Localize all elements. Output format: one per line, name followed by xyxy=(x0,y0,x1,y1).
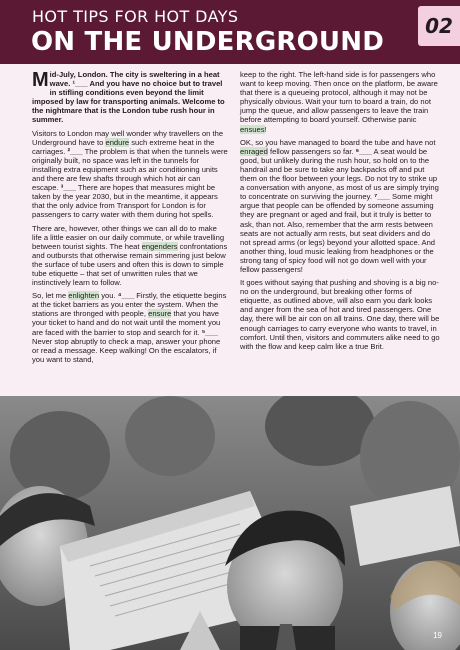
highlight-word: ensues xyxy=(240,124,265,134)
highlight-word: ensure xyxy=(148,309,172,319)
highlight-word: engenders xyxy=(141,241,178,251)
paragraph-7: It goes without saying that pushing and shoving is a big no-no on the underground, but breaking other forms of etiquette, as outlined above, will also earn you dark looks and anger from the sea of hot and tired passengers. One day, there will be air con on all trains. One day, there will be enough carriages to carry everyone who wants to travel, in comfort. Until then, visitors and commuters alike need to go with the flow and keep calm like a true Brit. xyxy=(240,278,440,351)
text: There are, however, other things we can all do to make life a little easier on our daily commute, or while travelling between tourist sights. The heat xyxy=(32,223,225,251)
text: such extreme heat in the carriages. xyxy=(32,137,215,156)
photo-illustration xyxy=(0,396,460,650)
text: There are hopes that measures might be taken by the year 2030, but in the meantime, it appears that the only advice from Transport for London is for passengers to carry water with them during hot spells. xyxy=(32,183,218,220)
highlight-word: enraged xyxy=(240,146,268,156)
paragraph-5 xyxy=(240,70,440,134)
gap-2[interactable]: ²___ xyxy=(67,146,83,156)
gap-7[interactable]: ⁷___ xyxy=(374,192,390,202)
unit-number: 02 xyxy=(425,14,453,38)
drop-cap: M xyxy=(32,69,49,91)
text: Firstly, the etiquette begins at the ticket barriers as you enter the system. When the stations are thronged with people, xyxy=(32,291,227,319)
text: Never stop abruptly to check a map, answer your phone or read a message. Keep walking! On the escalators, if you want to stand, xyxy=(32,336,221,364)
text: So, let me xyxy=(32,291,69,301)
gap-5[interactable]: ⁵___ xyxy=(201,327,218,337)
text: keep to the right. The left-hand side is for passengers who want to keep moving. Then once on the platform, be aware that there is a queueing protocol, although it may not be physically obvious. Wait your turn to board a train, do not jump the queue, and allow passengers to leave the train before attempting to board yourself. Otherwise panic xyxy=(240,70,438,125)
lead-text-b: And you have no choice but to travel in stifling conditions even beyond the limit imposed by law for transporting animals. Welcome to the nightmare that is the London tube rush hour in summer. xyxy=(32,79,225,125)
text: The problem is that when the tunnels were originally built, no space was left in the tunnels for installing extra equipment such as air conditioning units and there are few shafts through which hot air can escape. xyxy=(32,146,228,193)
text: OK, so you have managed to board the tube and have not xyxy=(240,137,436,147)
lead-text-a: id-July, London. The city is sweltering in a heat wave. xyxy=(49,70,220,89)
gap-4[interactable]: ⁴___ xyxy=(117,291,135,301)
highlight-word: enlighten xyxy=(68,291,100,301)
page-title: ON THE UNDERGROUND xyxy=(31,27,384,57)
article-column-right xyxy=(240,70,440,355)
paragraph-2 xyxy=(32,129,228,220)
text: ! xyxy=(264,124,267,134)
paragraph-3 xyxy=(32,224,228,288)
text: A seat would be good, but unlikely during the rush hour, so hold on to the handrail and be sure to take any backpacks off and put them on the floor between your legs. Do not try to strike up a conversation with anyone, as most of us are simply trying to concentrate on surviving the journey. xyxy=(240,146,439,202)
text: confrontations and outbursts that otherwise remain simmering just below the surface of tube users and often this is down to simple tube etiquette – that set of unwritten rules that we instinctively learn to follow. xyxy=(32,241,228,288)
page-number: 19 xyxy=(433,631,442,640)
gap-1[interactable]: ¹___ xyxy=(72,79,88,89)
paragraph-6 xyxy=(240,138,440,274)
article-column-left xyxy=(32,70,228,368)
paragraph-4 xyxy=(32,291,228,364)
text: that you have your ticket to hand and do not wait until the moment you are faced with the barrier to stop and search for it. xyxy=(32,309,221,337)
unit-number-tab xyxy=(418,6,460,46)
header-banner xyxy=(0,0,460,64)
commuters-photo xyxy=(0,396,460,650)
article-lead xyxy=(32,70,228,125)
text: Some might argue that people can be offended by someone assuming they are pregnant or aged and frail, but it truly is better to ask, than not. Also, remember that the arm rests between seats are not actually arm rests, but seat dividers and do not spread arms (or legs) beyond your allotted space. And another thing, loud music leaking from headphones or the strong tang of spicy food will not go down well with your fellow passengers! xyxy=(240,192,436,274)
header-kicker: HOT TIPS FOR HOT DAYS xyxy=(32,7,239,26)
text: fellow passengers so far. xyxy=(267,146,356,156)
text: you. xyxy=(99,291,118,301)
text: Visitors to London may well wonder why travellers on the Underground have to xyxy=(32,128,224,147)
gap-3[interactable]: ³___ xyxy=(60,183,76,193)
highlight-word: endure xyxy=(105,137,130,147)
gap-6[interactable]: ⁶___ xyxy=(355,146,372,156)
